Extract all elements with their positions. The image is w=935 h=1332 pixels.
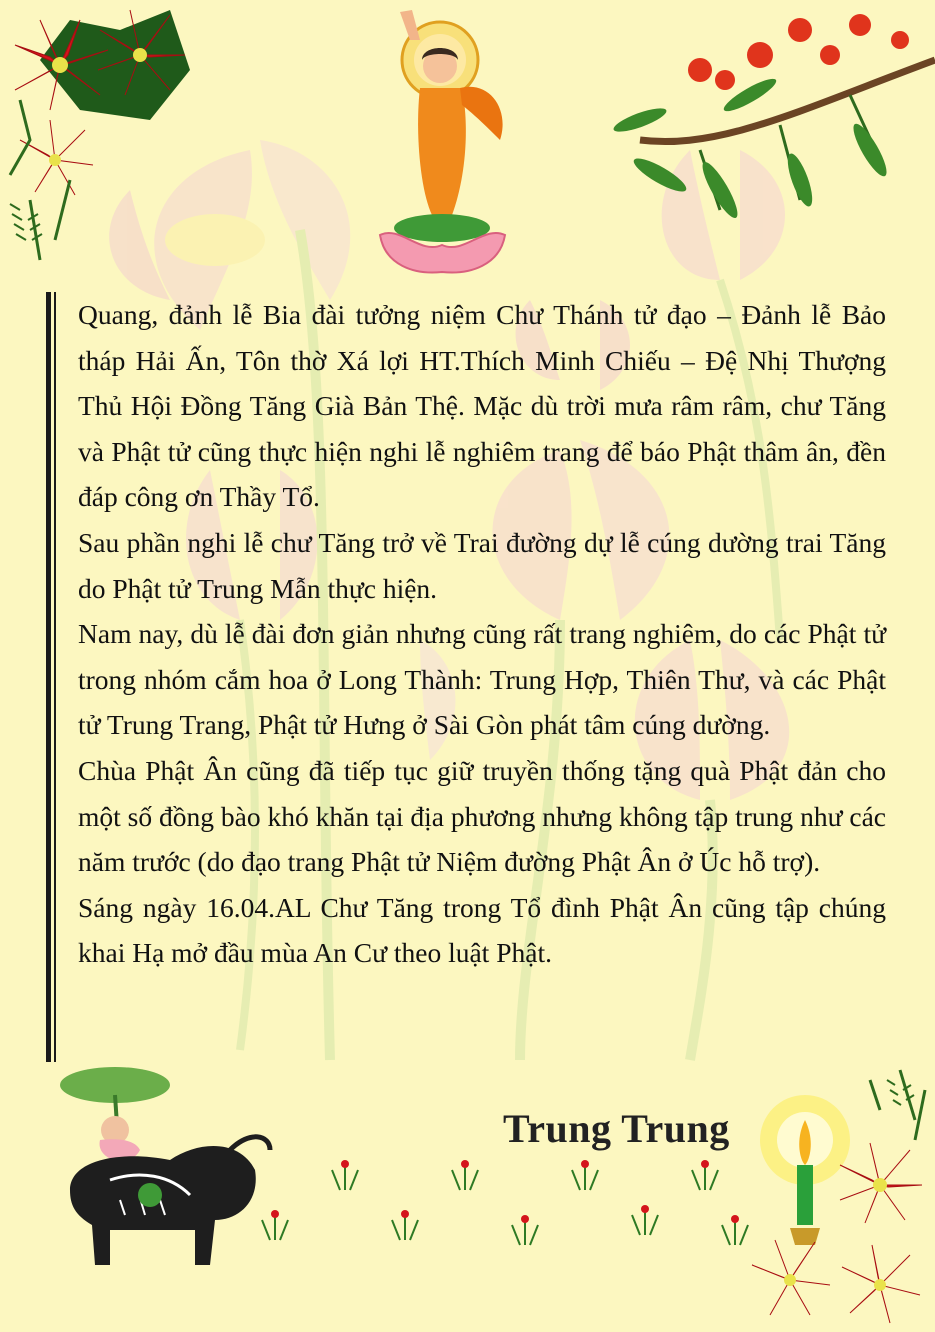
left-border-rule-thin [54,292,56,1062]
grass-flowers-icon [262,1165,748,1245]
article-body [78,292,886,976]
candle-icon [760,1095,850,1245]
baby-buddha-icon [380,10,505,273]
paragraph: Quang, đảnh lễ Bia đài tưởng niệm Chư Thánh tử đạo – Đảnh lễ Bảo tháp Hải Ấn, Tôn thờ Xá lợi HT.Thích Minh Chiếu – Đệ Nhị Thượng Thủ Hội Đồng Tăng Già Bản Thệ. Mặc dù trời mưa râm râm, chư Tăng và Phật tử cũng thực hiện nghi lễ nghiêm trang để báo Phật thâm ân, đền đáp công ơn Thầy Tổ. [78,299,886,513]
paragraph: Sau phần nghi lễ chư Tăng trở về Trai đường dự lễ cúng dường trai Tăng do Phật tử Trung Mẫn thực hiện. [78,526,886,604]
paragraph: Nam nay, dù lễ đài đơn giản nhưng cũng rất trang nghiêm, do các Phật tử trong nhóm cắm hoa ở Long Thành: Trung Hợp, Thiên Thư, và các Phật tử Trung Trang, Phật tử Hưng ở Sài Gòn phát tâm cúng dường. [78,618,886,741]
paragraph: Chùa Phật Ân cũng đã tiếp tục giữ truyền thống tặng quà Phật đản cho một số đồng bào khó khăn tại địa phương nhưng không tập trung như các năm trước (do đạo trang Phật tử Niệm đường Phật Ân ở Úc hỗ trợ). [78,754,886,878]
paragraph: Sáng ngày 16.04.AL Chư Tăng trong Tổ đình Phật Ân cũng tập chúng khai Hạ mở đầu mùa An Cư theo luật Phật. [78,891,886,969]
left-border-rule [46,292,51,1062]
buffalo-boy-icon [60,1067,270,1265]
author-signature: Trung Trung [503,1106,730,1151]
